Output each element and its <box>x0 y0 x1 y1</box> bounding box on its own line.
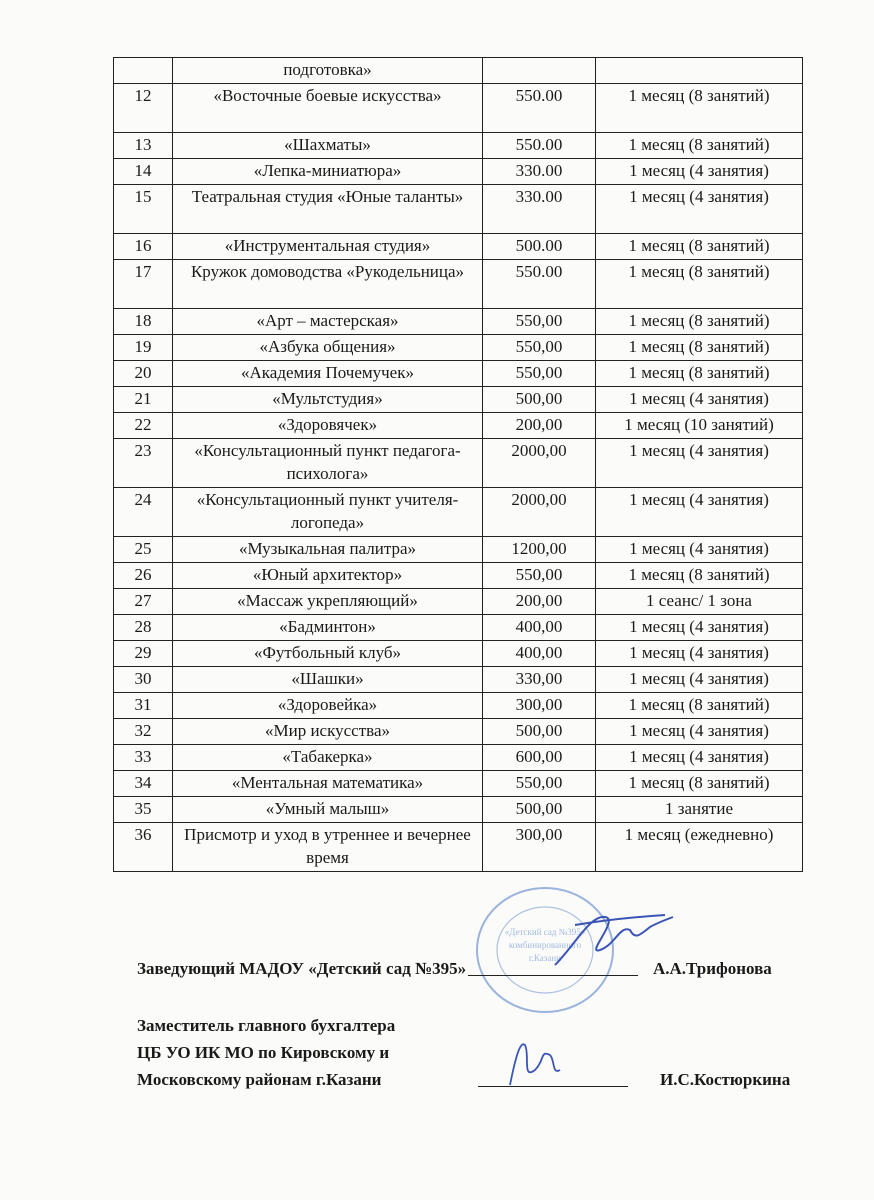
service-name: «Арт – мастерская» <box>173 309 483 335</box>
row-number: 32 <box>114 719 173 745</box>
service-name: «Академия Почемучек» <box>173 361 483 387</box>
service-price: 600,00 <box>483 745 596 771</box>
service-period: 1 месяц (8 занятий) <box>596 309 803 335</box>
row-number: 30 <box>114 667 173 693</box>
head-title: Заведующий МАДОУ «Детский сад №395» <box>137 959 467 978</box>
row-number: 33 <box>114 745 173 771</box>
service-period: 1 месяц (8 занятий) <box>596 133 803 159</box>
service-name: «Юный архитектор» <box>173 563 483 589</box>
service-price: 330.00 <box>483 159 596 185</box>
table-row <box>114 589 803 615</box>
service-name: Присмотр и уход в утреннее и вечернее время <box>173 823 483 872</box>
deputy-name: И.С.Костюркина <box>660 1070 791 1089</box>
service-name: «Ментальная математика» <box>173 771 483 797</box>
table-row <box>114 159 803 185</box>
service-name: «Азбука общения» <box>173 335 483 361</box>
service-period: 1 месяц (4 занятия) <box>596 667 803 693</box>
table-row <box>114 641 803 667</box>
row-number: 20 <box>114 361 173 387</box>
service-name: Кружок домоводства «Рукодельница» <box>173 260 483 309</box>
service-period: 1 месяц (4 занятия) <box>596 387 803 413</box>
row-number: 36 <box>114 823 173 872</box>
service-price: 550,00 <box>483 563 596 589</box>
table-row <box>114 537 803 563</box>
row-number: 31 <box>114 693 173 719</box>
service-price: 500,00 <box>483 387 596 413</box>
service-name: «Мультстудия» <box>173 387 483 413</box>
service-price: 550,00 <box>483 361 596 387</box>
service-period: 1 месяц (8 занятий) <box>596 771 803 797</box>
table-row <box>114 771 803 797</box>
service-price: 400,00 <box>483 615 596 641</box>
service-name: «Лепка-миниатюра» <box>173 159 483 185</box>
service-price: 550,00 <box>483 335 596 361</box>
row-number: 22 <box>114 413 173 439</box>
service-period: 1 месяц (8 занятий) <box>596 693 803 719</box>
service-period: 1 месяц (4 занятия) <box>596 488 803 537</box>
service-name: «Шашки» <box>173 667 483 693</box>
table-row <box>114 335 803 361</box>
service-name: «Здоровейка» <box>173 693 483 719</box>
head-name: А.А.Трифонова <box>653 959 772 978</box>
service-name: подготовка» <box>173 58 483 84</box>
table-row <box>114 667 803 693</box>
deputy-signature-line <box>478 1062 628 1087</box>
service-name: «Консультационный пункт педагога-психолога» <box>173 439 483 488</box>
table-row <box>114 413 803 439</box>
service-period: 1 месяц (4 занятия) <box>596 745 803 771</box>
service-price: 500.00 <box>483 234 596 260</box>
service-period: 1 месяц (8 занятий) <box>596 563 803 589</box>
services-price-table <box>113 57 803 872</box>
service-period: 1 месяц (8 занятий) <box>596 84 803 133</box>
table-row <box>114 133 803 159</box>
table-row <box>114 797 803 823</box>
service-price: 300,00 <box>483 693 596 719</box>
service-period: 1 месяц (4 занятия) <box>596 615 803 641</box>
table-row <box>114 439 803 488</box>
row-number: 17 <box>114 260 173 309</box>
row-number: 13 <box>114 133 173 159</box>
service-price: 550.00 <box>483 260 596 309</box>
table-row <box>114 234 803 260</box>
service-period: 1 месяц (4 занятия) <box>596 159 803 185</box>
service-price <box>483 58 596 84</box>
service-price: 550,00 <box>483 309 596 335</box>
service-period: 1 сеанс/ 1 зона <box>596 589 803 615</box>
service-name: «Инструментальная студия» <box>173 234 483 260</box>
service-name: «Восточные боевые искусства» <box>173 84 483 133</box>
service-name: Театральная студия «Юные таланты» <box>173 185 483 234</box>
service-price: 330,00 <box>483 667 596 693</box>
deputy-title-line2: ЦБ УО ИК МО по Кировскому и <box>137 1043 390 1062</box>
service-period: 1 месяц (4 занятия) <box>596 439 803 488</box>
row-number: 24 <box>114 488 173 537</box>
service-price: 550.00 <box>483 133 596 159</box>
table-row <box>114 84 803 133</box>
service-period <box>596 58 803 84</box>
row-number: 27 <box>114 589 173 615</box>
service-price: 500,00 <box>483 719 596 745</box>
service-price: 200,00 <box>483 589 596 615</box>
table-row <box>114 563 803 589</box>
service-period: 1 месяц (8 занятий) <box>596 260 803 309</box>
service-price: 550.00 <box>483 84 596 133</box>
table-row <box>114 185 803 234</box>
service-period: 1 месяц (ежедневно) <box>596 823 803 872</box>
service-name: «Шахматы» <box>173 133 483 159</box>
row-number: 35 <box>114 797 173 823</box>
service-price: 2000,00 <box>483 488 596 537</box>
row-number: 28 <box>114 615 173 641</box>
service-price: 330.00 <box>483 185 596 234</box>
row-number: 16 <box>114 234 173 260</box>
service-period: 1 месяц (4 занятия) <box>596 185 803 234</box>
service-period: 1 месяц (8 занятий) <box>596 335 803 361</box>
service-price: 400,00 <box>483 641 596 667</box>
service-price: 2000,00 <box>483 439 596 488</box>
row-number: 29 <box>114 641 173 667</box>
service-name: «Здоровячек» <box>173 413 483 439</box>
service-name: «Массаж укрепляющий» <box>173 589 483 615</box>
row-number: 14 <box>114 159 173 185</box>
head-signature-line <box>468 952 638 976</box>
row-number: 12 <box>114 84 173 133</box>
service-period: 1 месяц (4 занятия) <box>596 719 803 745</box>
table-row <box>114 615 803 641</box>
service-price: 550,00 <box>483 771 596 797</box>
table-row <box>114 693 803 719</box>
table-row <box>114 260 803 309</box>
service-period: 1 занятие <box>596 797 803 823</box>
service-name: «Умный малыш» <box>173 797 483 823</box>
service-name: «Футбольный клуб» <box>173 641 483 667</box>
table-row <box>114 823 803 872</box>
row-number: 34 <box>114 771 173 797</box>
service-name: «Табакерка» <box>173 745 483 771</box>
deputy-title-line1: Заместитель главного бухгалтера <box>137 1016 396 1035</box>
row-number <box>114 58 173 84</box>
service-period: 1 месяц (8 занятий) <box>596 234 803 260</box>
row-number: 15 <box>114 185 173 234</box>
service-period: 1 месяц (4 занятия) <box>596 537 803 563</box>
deputy-title-line3: Московскому районам г.Казани <box>137 1070 382 1089</box>
service-period: 1 месяц (8 занятий) <box>596 361 803 387</box>
service-period: 1 месяц (4 занятия) <box>596 641 803 667</box>
svg-text:комбинированного: комбинированного <box>508 940 582 950</box>
table-row <box>114 719 803 745</box>
row-number: 19 <box>114 335 173 361</box>
row-number: 26 <box>114 563 173 589</box>
table-row <box>114 387 803 413</box>
service-name: «Бадминтон» <box>173 615 483 641</box>
service-price: 300,00 <box>483 823 596 872</box>
service-price: 1200,00 <box>483 537 596 563</box>
table-row <box>114 745 803 771</box>
service-name: «Музыкальная палитра» <box>173 537 483 563</box>
row-number: 23 <box>114 439 173 488</box>
table-row <box>114 488 803 537</box>
service-name: «Мир искусства» <box>173 719 483 745</box>
table-row <box>114 309 803 335</box>
svg-text:«Детский сад №395»: «Детский сад №395» <box>504 927 586 937</box>
svg-text:г.Казани: г.Казани <box>529 953 561 963</box>
table-row <box>114 58 803 84</box>
service-price: 500,00 <box>483 797 596 823</box>
row-number: 25 <box>114 537 173 563</box>
table-row <box>114 361 803 387</box>
row-number: 21 <box>114 387 173 413</box>
service-period: 1 месяц (10 занятий) <box>596 413 803 439</box>
service-price: 200,00 <box>483 413 596 439</box>
row-number: 18 <box>114 309 173 335</box>
service-name: «Консультационный пункт учителя-логопеда» <box>173 488 483 537</box>
